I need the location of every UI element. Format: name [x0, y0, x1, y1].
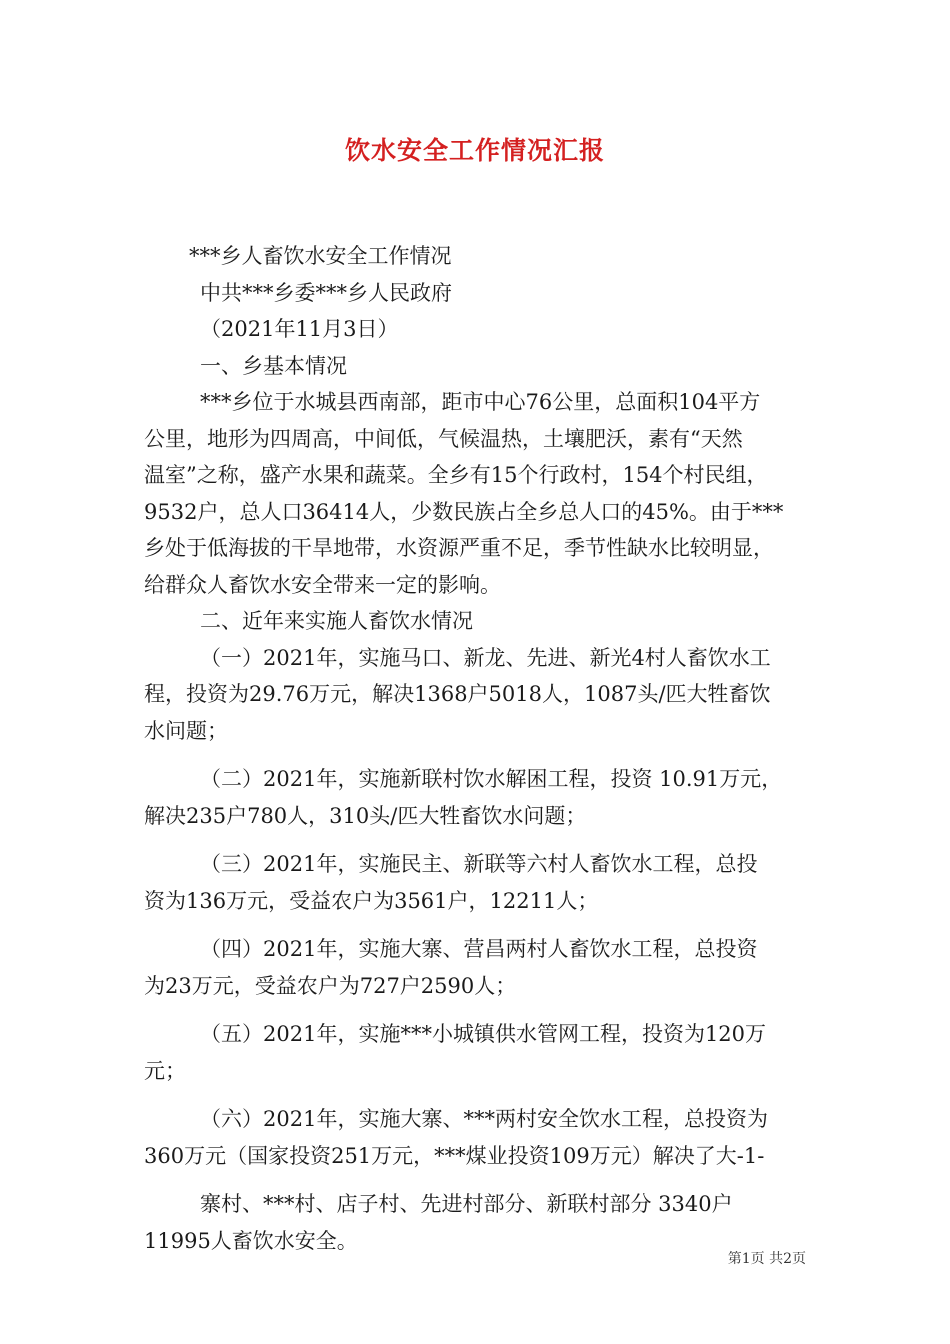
text-line: 一、乡基本情况	[200, 353, 347, 378]
text-line: 程，投资为29.76万元，解决1368户5018人，1087头/匹大牲畜饮	[144, 682, 771, 706]
paragraph-spacer	[144, 919, 808, 931]
paragraph-spacer	[144, 749, 808, 761]
paragraph-spacer	[144, 1174, 808, 1186]
text-line: 11995人畜饮水安全。	[144, 1228, 358, 1253]
text-line: 为23万元，受益农户为727户2590人；	[144, 973, 517, 998]
text-line: 资为136万元，受益农户为3561户，12211人；	[144, 888, 599, 913]
text-line: 公里，地形为四周高，中间低，气候温热，土壤肥沃，素有“天然	[144, 426, 743, 451]
text-line: 9532户，总人口36414人，少数民族占全乡总人口的45%。由于***	[144, 499, 784, 524]
text-line: 寨村、***村、店子村、先进村部分、新联村部分 3340户	[200, 1192, 733, 1216]
text-line: 温室”之称，盛产水果和蔬菜。全乡有15个行政村，154个村民组，	[144, 463, 768, 487]
text-line: （三）2021年，实施民主、新联等六村人畜饮水工程，总投	[200, 852, 758, 876]
text-line: （四）2021年，实施大寨、营昌两村人畜饮水工程，总投资	[200, 937, 758, 961]
text-line: 二、近年来实施人畜饮水情况	[200, 609, 473, 633]
text-line: ***乡人畜饮水安全工作情况	[189, 244, 452, 268]
text-line: 中共***乡委***乡人民政府	[200, 280, 452, 305]
text-line: ***乡位于水城县西南部，距市中心76公里，总面积104平方	[200, 390, 761, 414]
text-line: 水问题；	[144, 718, 228, 743]
text-line: 解决235户780人，310头/匹大牲畜饮水问题；	[144, 803, 587, 828]
text-line: 给群众人畜饮水安全带来一定的影响。	[144, 572, 501, 597]
paragraph-spacer	[144, 1089, 808, 1101]
text-line: （六）2021年，实施大寨、***两村安全饮水工程，总投资为	[200, 1107, 768, 1131]
paragraph-spacer	[144, 834, 808, 846]
document-body	[144, 238, 808, 1259]
text-line: 360万元（国家投资251万元，***煤业投资109万元）解决了大-1-	[144, 1143, 765, 1168]
text-line: 元；	[144, 1058, 186, 1083]
page-number: 第1页 共2页	[727, 1251, 806, 1267]
document-title: 饮水安全工作情况汇报	[344, 136, 605, 165]
paragraph-spacer	[144, 1004, 808, 1016]
text-line: 乡处于低海拔的干旱地带，水资源严重不足，季节性缺水比较明显，	[144, 536, 774, 560]
text-line: （2021年11月3日）	[200, 317, 399, 341]
text-line: （二）2021年，实施新联村饮水解困工程，投资 10.91万元，	[200, 767, 783, 791]
text-line: （五）2021年，实施***小城镇供水管网工程，投资为120万	[200, 1022, 767, 1046]
text-line: （一）2021年，实施马口、新龙、先进、新光4村人畜饮水工	[200, 645, 771, 670]
